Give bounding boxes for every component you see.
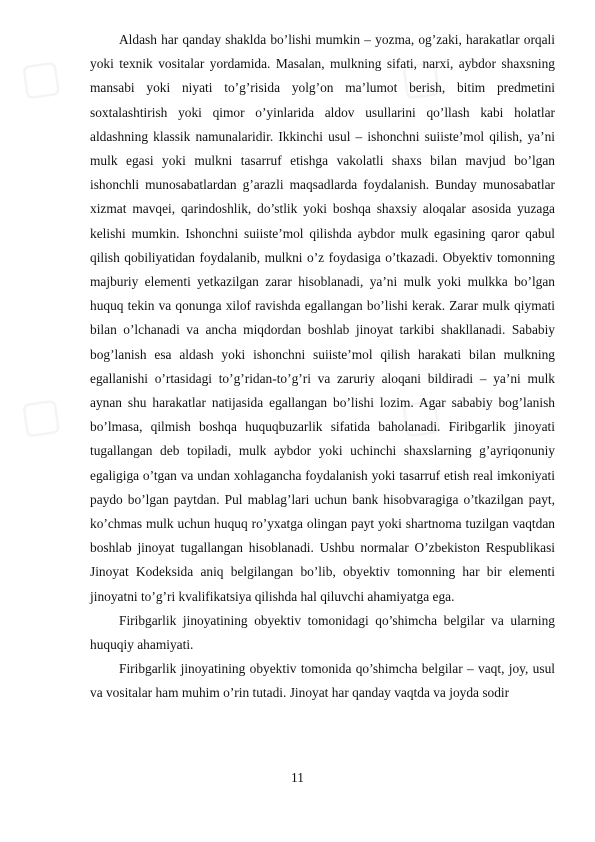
watermark-logo: ▢ xyxy=(16,388,65,443)
watermark-logo: ▢ xyxy=(16,50,65,105)
paragraph-continuation: Firibgarlik jinoyatining obyektiv tomonida qo’shimcha belgilar – vaqt, joy, usul va vositalar ham muhim o’rin tutadi. Jinoyat har qanday vaqtda va joyda sodir xyxy=(90,661,555,701)
page-number: 11 xyxy=(291,770,304,785)
paragraph-heading: Firibgarlik jinoyatining obyektiv tomonidagi qo’shimcha belgilar va ularning huquqiy ahamiyati. xyxy=(90,612,555,653)
watermark-logo: ▢ xyxy=(396,50,445,105)
watermark-logo: ▢ xyxy=(396,388,445,443)
document-body xyxy=(90,28,555,706)
paragraph-main: Aldash har qanday shaklda bo’lishi mumkin – yozma, og’zaki, harakatlar orqali yoki texnik vositalar yordamida. Masalan, mulkning sifati, narxi, aybdor shaxsning mansabi yoki niyati to’g’risida yolg’on ma’lumot berish, bitim predmetini soxtalashtirish yoki qimor o’yinlarida aldov usullarini qo’llash kabi holatlar aldashning klassik namunalaridir. Ikkinchi usul – ishonchni suiiste’mol qilish, ya’ni mulk egasi yoki mulkni tasarruf etishga vakolatli shaxs bilan mavjud bo’lgan ishonchli munosabatlardan g’arazli maqsadlarda foydalanish. Bunday munosabatlar xizmat mavqei, qarindoshlik, do’stlik yoki boshqa shaxsiy aloqalar asosida yuzaga kelishi mumkin. Ishonchni suiiste’mol qilishda aybdor mulk egasining qaror qabul qilish qobiliyatidan foydalanib, mulkni o’z foydasiga o’tkazadi. Obyektiv tomonning majburiy elementi yetkazilgan zarar hisoblanadi, ya’ni mulk yoki mulkka bo’lgan huquq tekin va qonunga xilof ravishda egallangan bo’lishi kerak. Zarar mulk qiymati bilan o’lchanadi va ancha miqdordan boshlab jinoyat tarkibi shakllanadi. Sababiy bog’lanish esa aldash yoki ishonchni suiiste’mol qilish harakati bilan mulkning egallanishi o’rtasidagi to’g’ridan-to’g’ri va zaruriy aloqani bildiradi – ya’ni mulk aynan shu harakatlar natijasida egallangan bo’lishi lozim. Agar sababiy bog’lanish bo’lmasa, qilmish boshqa huquqbuzarlik sifatida baholanadi. Firibgarlik jinoyati tugallangan deb topiladi, mulk aybdor yoki uchinchi shaxslarning g’ayriqonuniy egaligiga o’tgan va undan xohlagancha foydalanish yoki tasarruf etish real imkoniyati paydo bo’lgan paytdan. Pul mablag’lari uchun bank hisobvaragiga o’tkazilgan payt, ko’chmas mulk uchun huquq ro’yxatga olingan payt yoki shartnoma tuzilgan vaqtdan boshlab jinoyat tugallangan hisoblanadi. Ushbu normalar O’zbekiston Respublikasi Jinoyat Kodeksida aniq belgilangan bo’lib, obyektiv tomonning har bir elementi jinoyatni to’g’ri kvalifikatsiya qilishda hal qiluvchi ahamiyatga ega. xyxy=(90,32,555,604)
